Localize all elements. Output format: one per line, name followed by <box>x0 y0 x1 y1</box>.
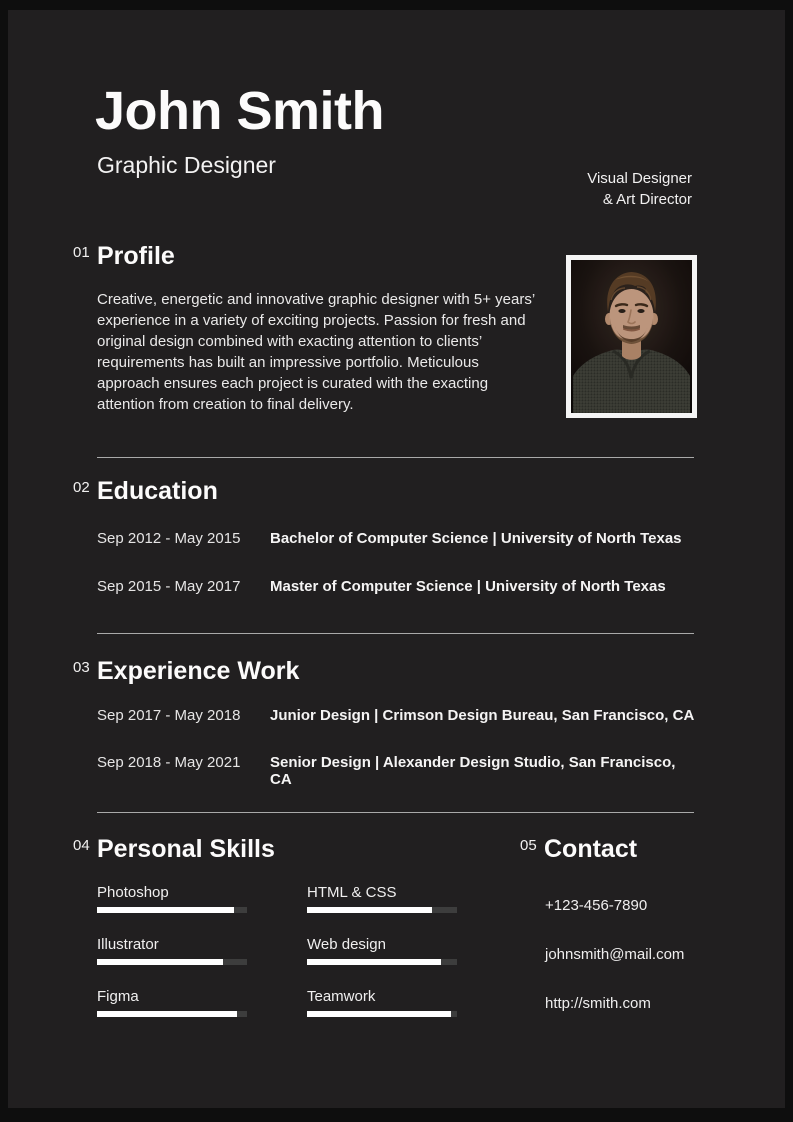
education-entry-description: Master of Computer Science | University of North Texas <box>270 578 666 595</box>
skill-bar-track <box>307 1011 457 1017</box>
skills-column-left <box>97 884 247 1040</box>
skills-grid <box>97 884 457 1040</box>
tagline-line-2: & Art Director <box>602 191 692 208</box>
skill-bar-fill <box>97 959 223 965</box>
education-entry-dates: Sep 2012 - May 2015 <box>97 530 241 547</box>
skill-label: Teamwork <box>307 988 376 1005</box>
education-entry-description: Bachelor of Computer Science | University of North Texas <box>270 530 682 547</box>
skill-bar-track <box>97 907 247 913</box>
education-entry-dates: Sep 2015 - May 2017 <box>97 578 241 595</box>
person-name: John Smith <box>95 81 384 141</box>
skill-bar-fill <box>307 959 441 965</box>
skill-bar-track <box>307 907 457 913</box>
experience-section-title: Experience Work <box>97 657 300 685</box>
contact-list <box>545 897 684 1044</box>
skill-bar-track <box>97 1011 247 1017</box>
skill-item <box>307 936 457 965</box>
experience-section-heading <box>73 658 299 686</box>
person-role: Graphic Designer <box>97 152 276 178</box>
education-section-title: Education <box>97 477 218 505</box>
skill-bar-fill <box>97 907 234 913</box>
education-entry-2 <box>97 578 697 595</box>
experience-entry-dates: Sep 2018 - May 2021 <box>97 754 241 771</box>
experience-entry-description: Senior Design | Alexander Design Studio, San Francisco, CA <box>270 754 676 788</box>
experience-entry-1 <box>97 707 697 724</box>
skill-item <box>97 936 247 965</box>
education-section-number: 02 <box>73 479 90 496</box>
education-entry-1 <box>97 530 697 547</box>
skill-bar-fill <box>97 1011 237 1017</box>
skill-item <box>97 988 247 1017</box>
profile-section-number: 01 <box>73 244 90 261</box>
skill-bar-track <box>97 959 247 965</box>
skill-bar-fill <box>307 1011 451 1017</box>
profile-summary-text: Creative, energetic and innovative graphic designer with 5+ years’ experience in a variety of exciting projects. Passion for fresh and original design combined with exacting attention to clients’ requirements has built an impressive portfolio. Meticulous approach ensures each project is curated with the exacting attention from creation to final delivery. <box>97 291 535 413</box>
skill-item <box>307 988 457 1017</box>
person-tagline <box>587 168 692 210</box>
skill-label: Illustrator <box>97 936 159 953</box>
contact-website: http://smith.com <box>545 995 651 1012</box>
profile-photo <box>566 255 697 418</box>
skills-section-title: Personal Skills <box>97 835 275 863</box>
skill-label: HTML & CSS <box>307 884 397 901</box>
skills-section-heading <box>73 836 275 864</box>
skill-item <box>307 884 457 913</box>
profile-section-title: Profile <box>97 242 175 270</box>
skills-column-right <box>307 884 457 1040</box>
experience-section-number: 03 <box>73 659 90 676</box>
skill-label: Photoshop <box>97 884 169 901</box>
contact-section-number: 05 <box>520 837 537 854</box>
skill-bar-fill <box>307 907 432 913</box>
contact-section-title: Contact <box>544 835 638 863</box>
skill-item <box>97 884 247 913</box>
skill-bar-track <box>307 959 457 965</box>
section-divider-2 <box>97 633 694 634</box>
profile-section-heading <box>73 243 175 271</box>
section-divider-1 <box>97 457 694 458</box>
contact-email: johnsmith@mail.com <box>545 946 685 963</box>
education-section-heading <box>73 478 218 506</box>
skills-section-number: 04 <box>73 837 90 854</box>
experience-entry-2 <box>97 754 697 788</box>
skill-label: Figma <box>97 988 139 1005</box>
skill-label: Web design <box>307 936 386 953</box>
experience-entry-dates: Sep 2017 - May 2018 <box>97 707 241 724</box>
contact-phone: +123-456-7890 <box>545 897 648 914</box>
tagline-line-1: Visual Designer <box>587 170 692 187</box>
experience-entry-description: Junior Design | Crimson Design Bureau, San Francisco, CA <box>270 707 695 724</box>
profile-photo-illustration <box>571 260 692 413</box>
contact-section-heading <box>520 836 637 864</box>
section-divider-3 <box>97 812 694 813</box>
